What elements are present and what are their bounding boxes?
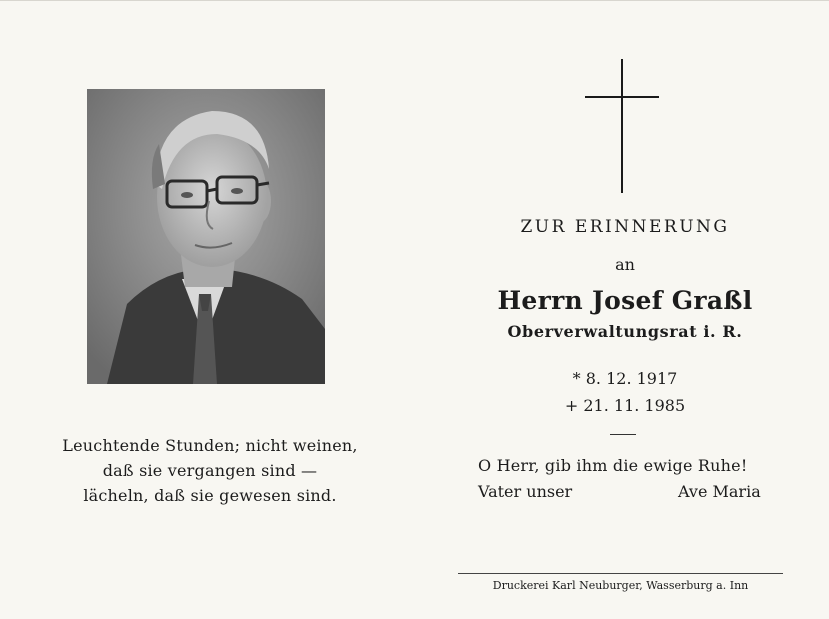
poem-line-1: Leuchtende Stunden; nicht weinen,	[62, 436, 358, 455]
memorial-heading: ZUR ERINNERUNG	[520, 217, 730, 237]
printer-credit: Druckerei Karl Neuburger, Wasserburg a. Inn	[492, 579, 749, 592]
memorial-an: an	[615, 255, 635, 274]
portrait-illustration	[87, 89, 325, 384]
divider-short	[610, 434, 636, 435]
poem	[30, 433, 390, 508]
prayer-vater-unser: Vater unser	[478, 482, 573, 501]
poem-line-3: lächeln, daß sie gewesen sind.	[83, 486, 337, 505]
birth-date: * 8. 12. 1917	[572, 369, 678, 388]
deceased-title: Oberverwaltungsrat i. R.	[507, 322, 743, 341]
prayer-ave-maria: Ave Maria	[678, 482, 761, 501]
portrait-photo	[87, 89, 325, 384]
poem-line-2: daß sie vergangen sind —	[102, 461, 318, 480]
deceased-name: Herrn Josef Graßl	[497, 286, 753, 315]
death-date: + 21. 11. 1985	[564, 396, 686, 415]
cross-icon	[585, 59, 659, 193]
divider-footer	[458, 573, 783, 574]
prayer-line: O Herr, gib ihm die ewige Ruhe!	[478, 456, 748, 475]
